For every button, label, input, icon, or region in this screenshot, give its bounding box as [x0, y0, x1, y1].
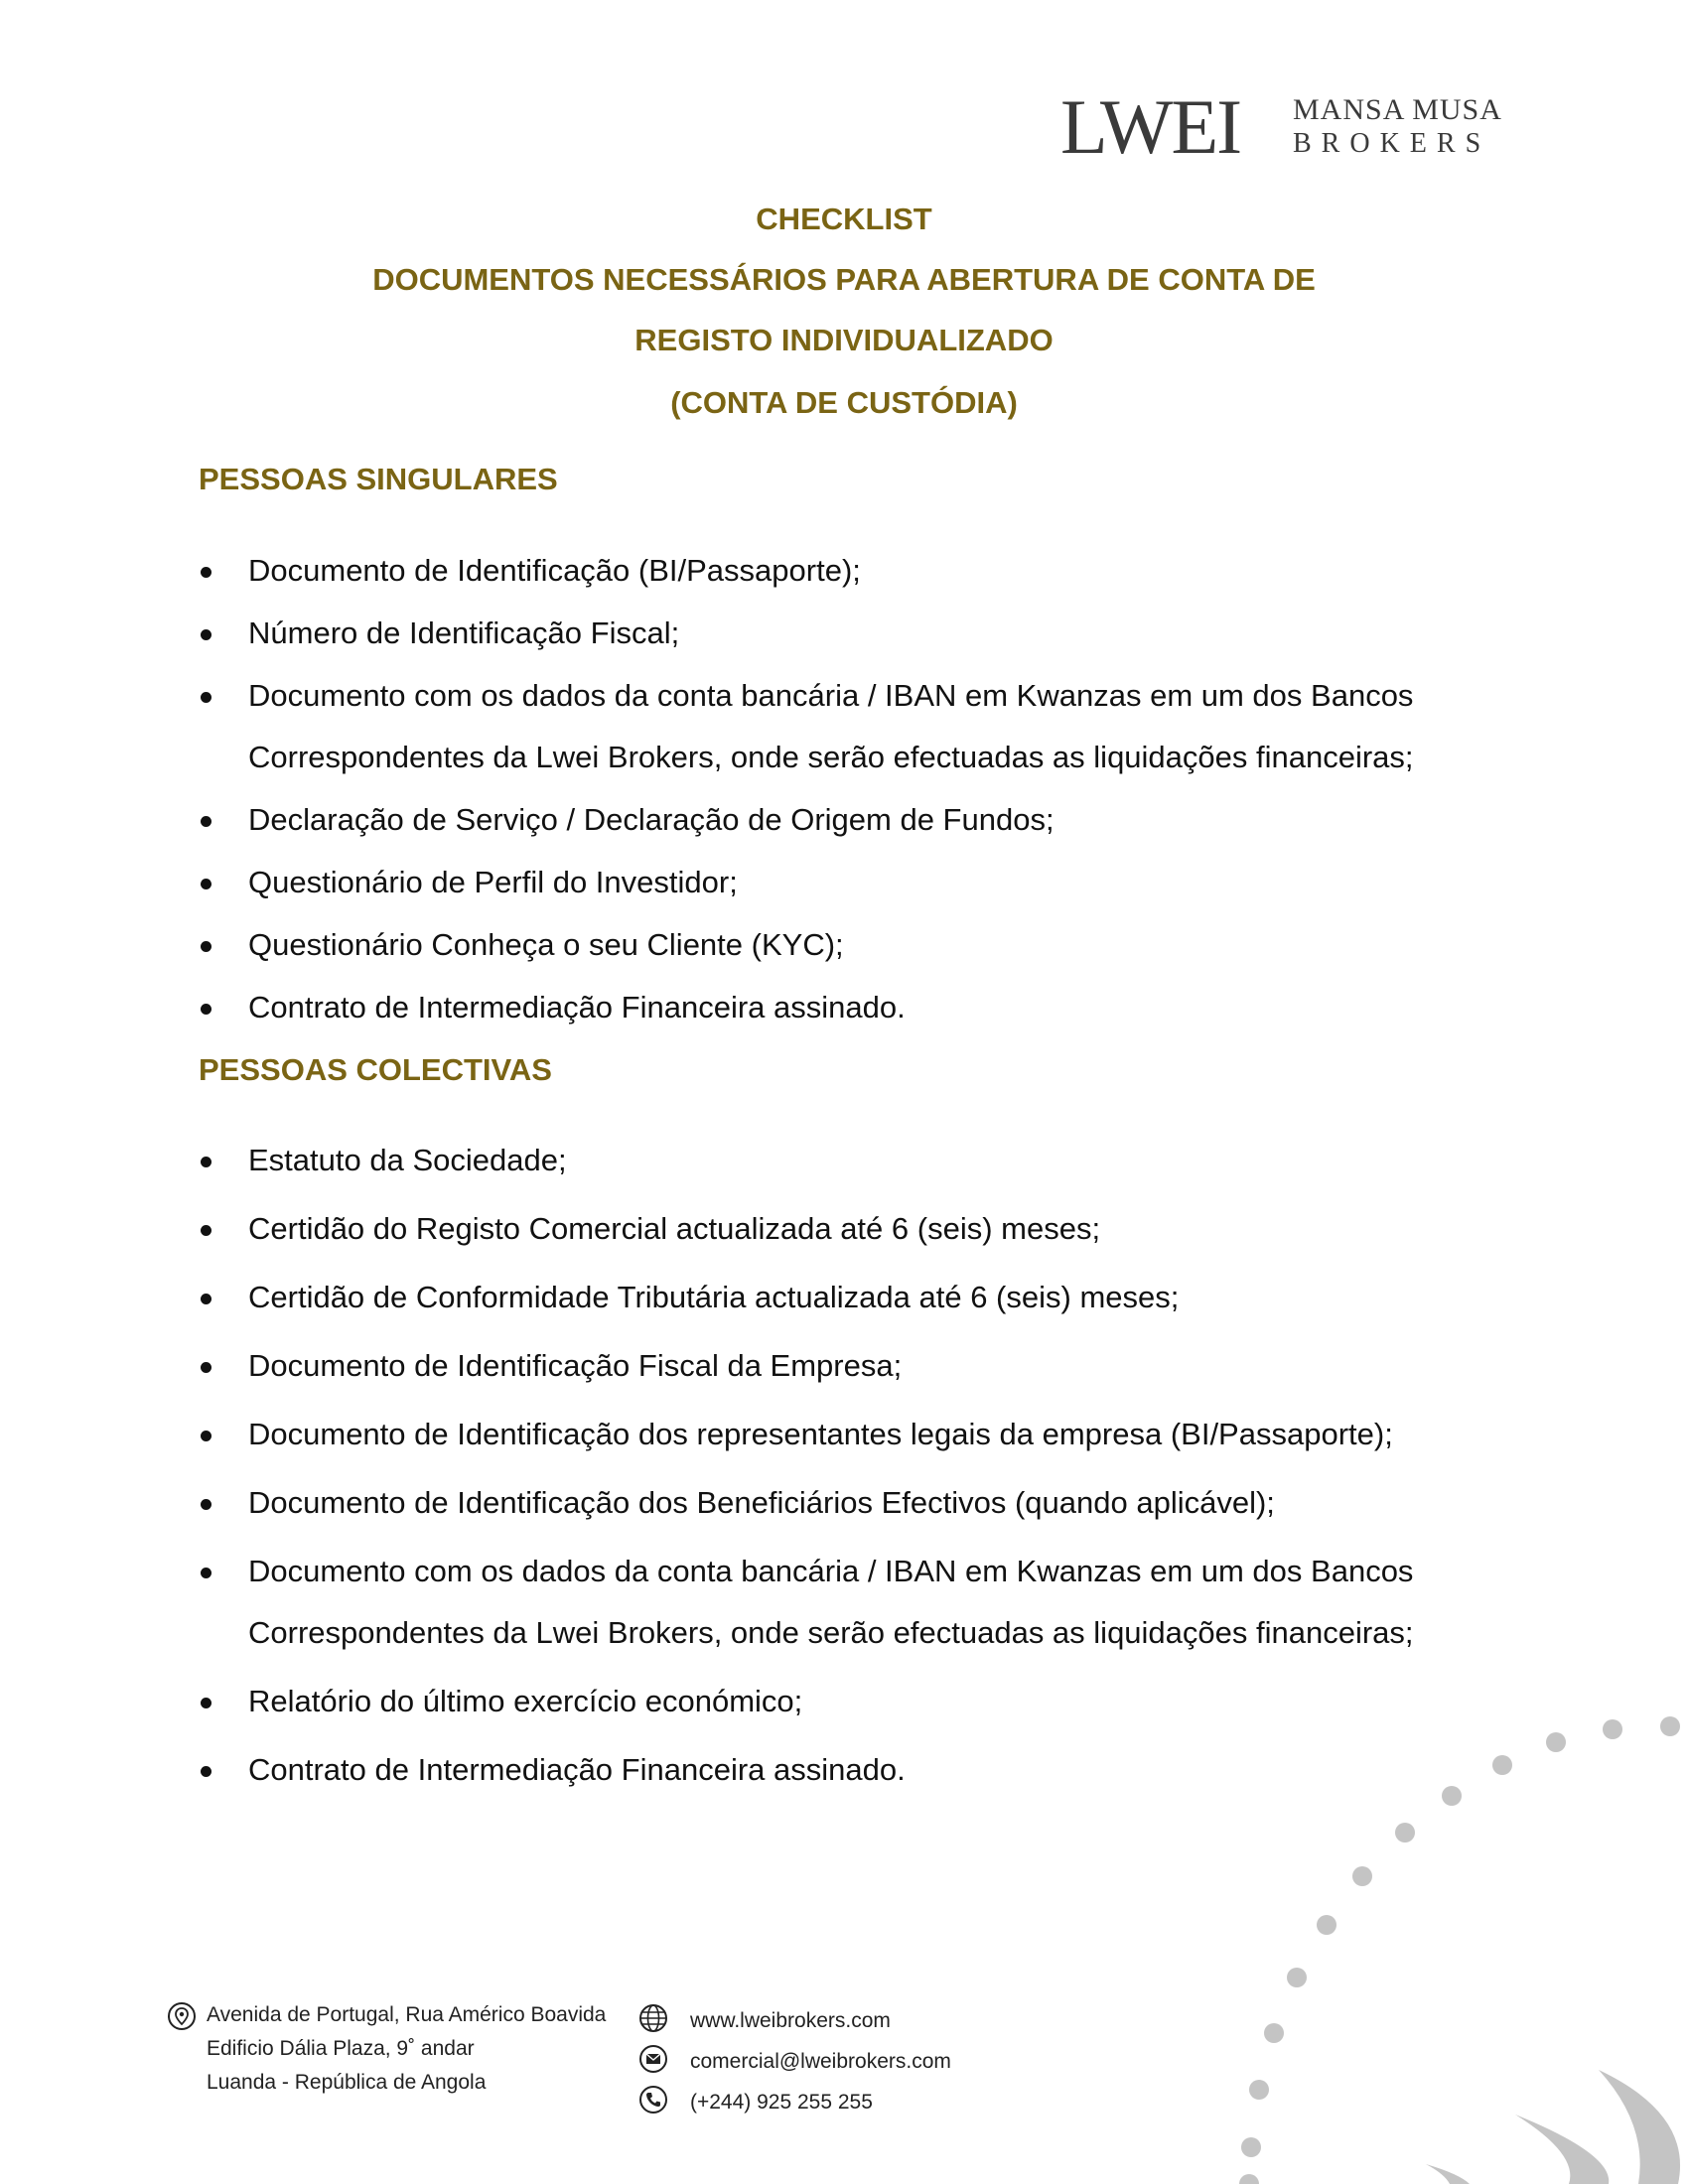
list-item: Documento de Identificação dos Beneficiários Efectivos (quando aplicável);	[199, 1472, 1519, 1534]
list-item: Contrato de Intermediação Financeira assinado.	[199, 1739, 1519, 1801]
address-line: Avenida de Portugal, Rua Américo Boavida	[207, 2003, 607, 2026]
page-subtitle-line3: (CONTA DE CUSTÓDIA)	[670, 385, 1018, 420]
list-item: Relatório do último exercício económico;	[199, 1671, 1519, 1732]
list-item: Estatuto da Sociedade;	[199, 1130, 1519, 1191]
brand-logo	[1060, 83, 1507, 170]
mail-icon	[638, 2044, 668, 2074]
page-subtitle-line1: DOCUMENTOS NECESSÁRIOS PARA ABERTURA DE CONTA DE	[372, 262, 1316, 297]
checklist-singulares	[199, 540, 1519, 1039]
decorative-dots-arcs	[1142, 1688, 1688, 2184]
list-item: Número de Identificação Fiscal;	[199, 603, 1519, 664]
list-item: Contrato de Intermediação Financeira assinado.	[199, 977, 1519, 1038]
globe-icon	[638, 2003, 668, 2033]
list-item: Certidão de Conformidade Tributária actualizada até 6 (seis) meses;	[199, 1267, 1519, 1328]
footer-contacts	[690, 2000, 951, 2122]
phone-icon	[638, 2085, 668, 2115]
page-subtitle-line2: REGISTO INDIVIDUALIZADO	[634, 323, 1054, 357]
section-heading-singulares: PESSOAS SINGULARES	[199, 462, 558, 496]
list-item: Documento com os dados da conta bancária / IBAN em Kwanzas em um dos Bancos Correspondentes da Lwei Brokers, onde serão efectuadas as liquidações financeiras;	[199, 1541, 1519, 1664]
address-line: Luanda - República de Angola	[207, 2071, 487, 2094]
list-item: Questionário de Perfil do Investidor;	[199, 852, 1519, 913]
phone-number[interactable]: (+244) 925 255 255	[690, 2091, 873, 2114]
logo-wordmark: LWEI	[1060, 83, 1241, 170]
page-title: CHECKLIST	[756, 202, 932, 236]
logo-line-mansa-musa: MANSA MUSA	[1293, 93, 1502, 126]
list-item: Declaração de Serviço / Declaração de Origem de Fundos;	[199, 789, 1519, 851]
address-line: Edificio Dália Plaza, 9˚ andar	[207, 2037, 475, 2060]
list-item: Documento de Identificação (BI/Passaporte);	[199, 540, 1519, 602]
location-pin-icon	[167, 2001, 197, 2031]
email-link[interactable]: comercial@lweibrokers.com	[690, 2050, 951, 2073]
list-item: Documento de Identificação dos representantes legais da empresa (BI/Passaporte);	[199, 1404, 1519, 1465]
list-item: Certidão do Registo Comercial actualizada até 6 (seis) meses;	[199, 1198, 1519, 1260]
footer-address	[207, 1998, 606, 2100]
list-item: Documento com os dados da conta bancária / IBAN em Kwanzas em um dos Bancos Correspondentes da Lwei Brokers, onde serão efectuadas as liquidações financeiras;	[199, 665, 1519, 788]
list-item: Questionário Conheça o seu Cliente (KYC);	[199, 914, 1519, 976]
section-heading-colectivas: PESSOAS COLECTIVAS	[199, 1052, 552, 1087]
logo-line-brokers: BROKERS	[1293, 128, 1491, 159]
website-link[interactable]: www.lweibrokers.com	[690, 2009, 891, 2032]
list-item: Documento de Identificação Fiscal da Empresa;	[199, 1335, 1519, 1397]
